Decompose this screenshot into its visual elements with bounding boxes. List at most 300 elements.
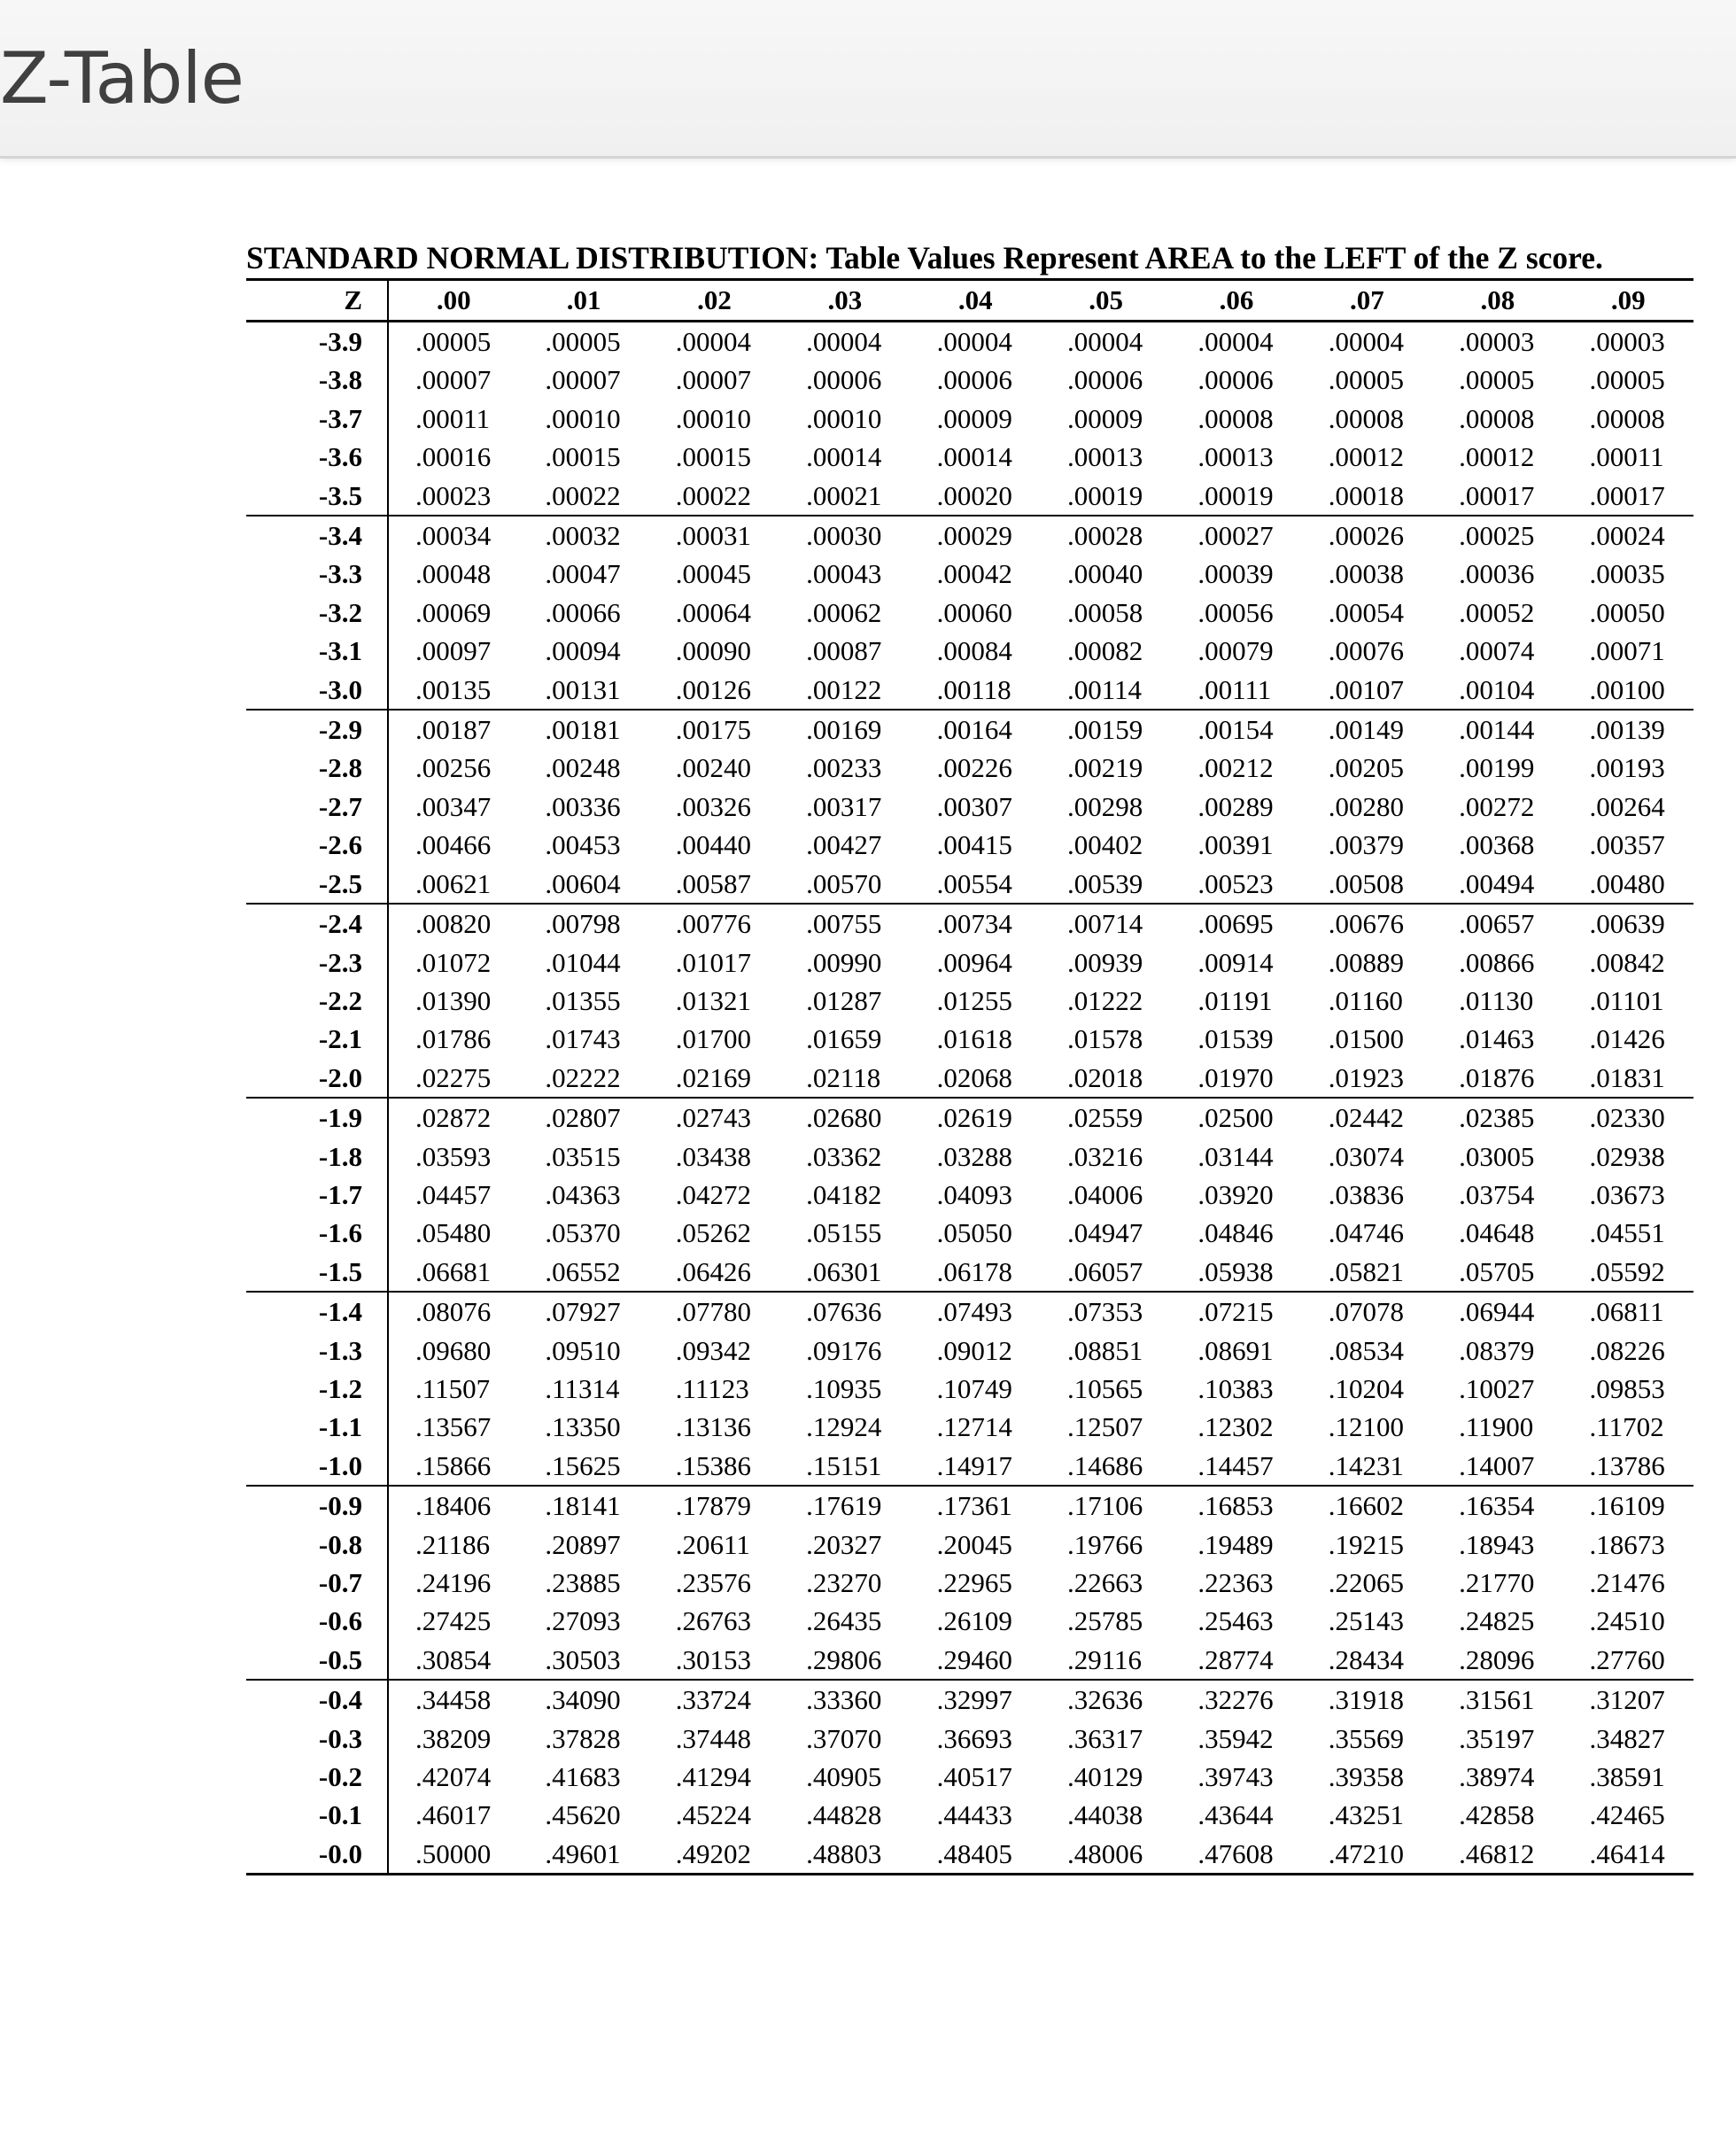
table-row (246, 632, 1693, 670)
probability-cell: .06426 (649, 1253, 779, 1292)
table-row (246, 1138, 1693, 1176)
probability-cell: .17106 (1066, 1490, 1143, 1522)
table-row (246, 361, 1693, 399)
probability-cell: .28774 (1171, 1641, 1301, 1680)
probability-cell: .01287 (806, 984, 882, 1016)
probability-cell: .05821 (1302, 1253, 1432, 1292)
probability-cell: .00104 (1432, 671, 1562, 710)
table-row (246, 1758, 1693, 1796)
probability-cell: .00240 (675, 752, 752, 784)
table-row (246, 477, 1693, 516)
column-header: .03 (779, 280, 910, 322)
probability-cell: .13136 (675, 1411, 752, 1443)
z-table (246, 278, 1693, 1875)
probability-cell: .05262 (675, 1217, 752, 1249)
z-score-cell: -3.1 (246, 632, 388, 670)
probability-cell: .00082 (1066, 635, 1143, 667)
probability-cell: .00066 (545, 596, 621, 628)
table-row (246, 438, 1693, 476)
probability-cell: .00539 (1041, 865, 1171, 904)
table-row (246, 400, 1693, 438)
table-row (246, 1332, 1693, 1370)
probability-cell: .01970 (1171, 1059, 1301, 1098)
probability-cell: .00144 (1459, 714, 1535, 746)
probability-cell: .00139 (1589, 714, 1665, 746)
probability-cell: .36693 (936, 1722, 1012, 1754)
probability-cell: .00064 (675, 596, 752, 628)
probability-cell: .00009 (1066, 402, 1143, 434)
probability-cell: .00368 (1459, 829, 1535, 861)
probability-cell: .00695 (1197, 908, 1274, 940)
probability-cell: .00005 (545, 326, 621, 357)
z-score-cell: -0.6 (246, 1602, 388, 1640)
probability-cell: .00357 (1589, 829, 1665, 861)
probability-cell: .10749 (936, 1372, 1012, 1404)
probability-cell: .00164 (936, 714, 1012, 746)
probability-cell: .01743 (545, 1023, 621, 1055)
probability-cell: .07780 (675, 1296, 752, 1328)
probability-cell: .01191 (1197, 984, 1273, 1016)
z-score-cell: -0.0 (246, 1835, 388, 1875)
probability-cell: .00159 (1066, 714, 1143, 746)
probability-cell: .03515 (545, 1140, 621, 1172)
probability-cell: .40129 (1066, 1761, 1143, 1793)
z-score-cell: -0.5 (246, 1641, 388, 1680)
table-row (246, 749, 1693, 787)
probability-cell: .00453 (545, 829, 621, 861)
probability-cell: .01539 (1197, 1023, 1274, 1055)
probability-cell: .00256 (415, 752, 492, 784)
probability-cell: .27093 (545, 1605, 621, 1637)
probability-cell: .13350 (545, 1411, 621, 1443)
probability-cell: .00402 (1066, 829, 1143, 861)
probability-cell: .38974 (1459, 1761, 1535, 1793)
probability-cell: .00054 (1328, 596, 1404, 628)
probability-cell: .08534 (1328, 1334, 1404, 1366)
column-header: .01 (518, 280, 648, 322)
probability-cell: .33360 (806, 1684, 882, 1716)
probability-cell: .00006 (936, 364, 1012, 396)
probability-cell: .00135 (388, 671, 518, 710)
probability-cell: .00087 (806, 635, 882, 667)
probability-cell: .24196 (415, 1567, 492, 1598)
probability-cell: .04947 (1066, 1217, 1143, 1249)
probability-cell: .00114 (1041, 671, 1171, 710)
probability-cell: .02807 (545, 1102, 621, 1134)
probability-cell: .00639 (1589, 908, 1665, 940)
probability-cell: .42465 (1589, 1799, 1665, 1831)
probability-cell: .29460 (911, 1641, 1041, 1680)
probability-cell: .00734 (936, 908, 1012, 940)
probability-cell: .00076 (1328, 635, 1404, 667)
probability-cell: .22065 (1328, 1567, 1404, 1598)
table-row (246, 1486, 1693, 1525)
probability-cell: .00069 (415, 596, 492, 628)
probability-cell: .00079 (1197, 635, 1274, 667)
probability-cell: .03593 (415, 1140, 492, 1172)
probability-cell: .00030 (806, 520, 882, 552)
probability-cell: .00187 (415, 714, 492, 746)
probability-cell: .07353 (1066, 1296, 1143, 1328)
probability-cell: .02169 (649, 1059, 779, 1098)
probability-cell: .00012 (1459, 441, 1535, 473)
probability-cell: .00036 (1459, 558, 1535, 590)
probability-cell: .00508 (1302, 865, 1432, 904)
probability-cell: .00022 (649, 477, 779, 516)
probability-cell: .00248 (545, 752, 621, 784)
z-score-cell: -1.3 (246, 1332, 388, 1370)
probability-cell: .00052 (1459, 596, 1535, 628)
table-row (246, 1059, 1693, 1098)
probability-cell: .03673 (1589, 1178, 1665, 1210)
probability-cell: .06944 (1459, 1296, 1535, 1328)
table-row (246, 1835, 1693, 1875)
probability-cell: .00038 (1328, 558, 1404, 590)
probability-cell: .02018 (1041, 1059, 1171, 1098)
probability-cell: .39743 (1197, 1761, 1274, 1793)
probability-cell: .00009 (936, 402, 1012, 434)
probability-cell: .00798 (545, 908, 621, 940)
probability-cell: .02275 (388, 1059, 518, 1098)
table-caption: STANDARD NORMAL DISTRIBUTION: Table Values Represent AREA to the LEFT of the Z score. (246, 240, 1603, 276)
probability-cell: .03920 (1197, 1178, 1274, 1210)
probability-cell: .21770 (1459, 1567, 1535, 1598)
column-header: .02 (649, 280, 779, 322)
probability-cell: .04846 (1197, 1217, 1274, 1249)
probability-cell: .00048 (415, 558, 492, 590)
probability-cell: .00415 (936, 829, 1012, 861)
probability-cell: .00029 (936, 520, 1012, 552)
probability-cell: .12302 (1197, 1411, 1274, 1443)
probability-cell: .00776 (675, 908, 752, 940)
probability-cell: .00427 (806, 829, 882, 861)
z-score-cell: -3.4 (246, 516, 388, 555)
probability-cell: .49202 (675, 1837, 752, 1869)
z-score-cell: -2.5 (246, 865, 388, 904)
probability-cell: .41683 (545, 1761, 621, 1793)
table-row (246, 943, 1693, 982)
probability-cell: .13786 (1563, 1447, 1693, 1486)
probability-cell: .00212 (1197, 752, 1274, 784)
probability-cell: .04093 (936, 1178, 1012, 1210)
table-row (246, 1408, 1693, 1446)
probability-cell: .04006 (1066, 1178, 1143, 1210)
probability-cell: .01321 (675, 984, 752, 1016)
probability-cell: .12507 (1066, 1411, 1143, 1443)
probability-cell: .00006 (1066, 364, 1143, 396)
z-score-cell: -3.7 (246, 400, 388, 438)
probability-cell: .38209 (415, 1722, 492, 1754)
probability-cell: .00005 (1328, 364, 1404, 396)
probability-cell: .04272 (675, 1178, 752, 1210)
probability-cell: .33724 (675, 1684, 752, 1716)
probability-cell: .35197 (1459, 1722, 1535, 1754)
probability-cell: .00040 (1066, 558, 1143, 590)
probability-cell: .50000 (415, 1837, 492, 1869)
probability-cell: .02872 (415, 1102, 492, 1134)
probability-cell: .23270 (806, 1567, 882, 1598)
probability-cell: .40517 (936, 1761, 1012, 1793)
probability-cell: .43644 (1197, 1799, 1274, 1831)
probability-cell: .00714 (1066, 908, 1143, 940)
probability-cell: .15866 (388, 1447, 518, 1486)
probability-cell: .00005 (1589, 364, 1665, 396)
z-score-cell: -2.3 (246, 943, 388, 982)
probability-cell: .34458 (415, 1684, 492, 1716)
probability-cell: .42074 (415, 1761, 492, 1793)
probability-cell: .47210 (1328, 1837, 1404, 1869)
probability-cell: .07078 (1328, 1296, 1404, 1328)
probability-cell: .00045 (675, 558, 752, 590)
probability-cell: .00025 (1459, 520, 1535, 552)
probability-cell: .03288 (936, 1140, 1012, 1172)
probability-cell: .01923 (1302, 1059, 1432, 1098)
probability-cell: .00233 (806, 752, 882, 784)
probability-cell: .09176 (806, 1334, 882, 1366)
probability-cell: .00939 (1066, 946, 1143, 978)
z-score-cell: -0.3 (246, 1720, 388, 1758)
probability-cell: .21186 (415, 1528, 491, 1560)
probability-cell: .37828 (545, 1722, 621, 1754)
probability-cell: .00004 (806, 326, 882, 357)
column-header: .00 (388, 280, 518, 322)
probability-cell: .41294 (675, 1761, 752, 1793)
probability-cell: .00008 (1459, 402, 1535, 434)
probability-cell: .40905 (806, 1761, 882, 1793)
probability-cell: .00004 (936, 326, 1012, 357)
probability-cell: .00008 (1589, 402, 1665, 434)
probability-cell: .45224 (675, 1799, 752, 1831)
probability-cell: .00317 (806, 790, 882, 822)
probability-cell: .24825 (1459, 1605, 1535, 1637)
probability-cell: .00347 (415, 790, 492, 822)
probability-cell: .00084 (936, 635, 1012, 667)
probability-cell: .29806 (779, 1641, 910, 1680)
probability-cell: .00964 (936, 946, 1012, 978)
probability-cell: .16853 (1197, 1490, 1274, 1522)
z-score-cell: -1.9 (246, 1098, 388, 1137)
probability-cell: .03144 (1197, 1140, 1274, 1172)
probability-cell: .00013 (1197, 441, 1274, 473)
table-row (246, 322, 1693, 361)
probability-cell: .05480 (415, 1217, 492, 1249)
table-row (246, 671, 1693, 710)
probability-cell: .31561 (1459, 1684, 1535, 1716)
z-score-cell: -3.6 (246, 438, 388, 476)
probability-cell: .02118 (779, 1059, 910, 1098)
probability-cell: .01072 (415, 946, 492, 978)
probability-cell: .19489 (1197, 1528, 1274, 1560)
z-score-cell: -1.5 (246, 1253, 388, 1292)
probability-cell: .06681 (388, 1253, 518, 1292)
probability-cell: .12714 (936, 1411, 1012, 1443)
table-row (246, 1680, 1693, 1719)
probability-cell: .01255 (936, 984, 1012, 1016)
probability-cell: .00097 (415, 635, 492, 667)
probability-cell: .00015 (545, 441, 621, 473)
z-score-cell: -3.8 (246, 361, 388, 399)
probability-cell: .01578 (1066, 1023, 1143, 1055)
probability-cell: .30503 (518, 1641, 648, 1680)
z-column-header: Z (246, 280, 388, 322)
probability-cell: .00019 (1041, 477, 1171, 516)
probability-cell: .31918 (1328, 1684, 1404, 1716)
probability-cell: .06301 (779, 1253, 910, 1292)
probability-cell: .00005 (1459, 364, 1535, 396)
table-row (246, 516, 1693, 555)
probability-cell: .37448 (675, 1722, 752, 1754)
probability-cell: .00391 (1197, 829, 1274, 861)
probability-cell: .26763 (675, 1605, 752, 1637)
probability-cell: .01831 (1563, 1059, 1693, 1098)
probability-cell: .00060 (936, 596, 1012, 628)
column-header: .07 (1302, 280, 1432, 322)
probability-cell: .00062 (806, 596, 882, 628)
z-score-cell: -1.8 (246, 1138, 388, 1176)
probability-cell: .06057 (1041, 1253, 1171, 1292)
probability-cell: .03836 (1328, 1178, 1404, 1210)
probability-cell: .13567 (415, 1411, 492, 1443)
probability-cell: .44038 (1066, 1799, 1143, 1831)
probability-cell: .10204 (1328, 1372, 1404, 1404)
probability-cell: .09342 (675, 1334, 752, 1366)
probability-cell: .12924 (806, 1411, 882, 1443)
probability-cell: .00466 (415, 829, 492, 861)
probability-cell: .14231 (1302, 1447, 1432, 1486)
probability-cell: .00021 (779, 477, 910, 516)
table-row (246, 1176, 1693, 1214)
probability-cell: .17361 (936, 1490, 1012, 1522)
probability-cell: .09680 (415, 1334, 492, 1366)
probability-cell: .11123 (675, 1372, 749, 1404)
probability-cell: .01017 (675, 946, 752, 978)
table-row (246, 1720, 1693, 1758)
probability-cell: .20611 (675, 1528, 750, 1560)
probability-cell: .01044 (545, 946, 621, 978)
probability-cell: .00006 (1197, 364, 1274, 396)
probability-cell: .00914 (1197, 946, 1274, 978)
probability-cell: .00071 (1589, 635, 1665, 667)
table-body (246, 322, 1693, 1875)
z-score-cell: -2.1 (246, 1020, 388, 1058)
probability-cell: .04746 (1328, 1217, 1404, 1249)
probability-cell: .00379 (1328, 829, 1404, 861)
probability-cell: .17879 (675, 1490, 752, 1522)
probability-cell: .00570 (779, 865, 910, 904)
probability-cell: .15151 (779, 1447, 910, 1486)
probability-cell: .05050 (936, 1217, 1012, 1249)
probability-cell: .00094 (545, 635, 621, 667)
probability-cell: .18141 (545, 1490, 621, 1522)
z-score-cell: -3.3 (246, 555, 388, 593)
table-row (246, 594, 1693, 632)
probability-cell: .00326 (675, 790, 752, 822)
probability-cell: .27425 (415, 1605, 492, 1637)
probability-cell: .48405 (936, 1837, 1012, 1869)
probability-cell: .00676 (1328, 908, 1404, 940)
probability-cell: .14917 (911, 1447, 1041, 1486)
table-row (246, 1020, 1693, 1058)
probability-cell: .00280 (1328, 790, 1404, 822)
probability-cell: .00047 (545, 558, 621, 590)
probability-cell: .01463 (1459, 1023, 1535, 1055)
probability-cell: .16109 (1589, 1490, 1665, 1522)
probability-cell: .01130 (1459, 984, 1534, 1016)
probability-cell: .04363 (545, 1178, 621, 1210)
z-score-cell: -0.8 (246, 1526, 388, 1564)
table-row (246, 1370, 1693, 1408)
probability-cell: .11314 (545, 1372, 620, 1404)
probability-cell: .11900 (1459, 1411, 1534, 1443)
probability-cell: .00004 (675, 326, 752, 357)
probability-cell: .00007 (415, 364, 492, 396)
probability-cell: .00842 (1589, 946, 1665, 978)
probability-cell: .17619 (806, 1490, 882, 1522)
probability-cell: .00100 (1563, 671, 1693, 710)
probability-cell: .00011 (415, 402, 491, 434)
probability-cell: .08076 (415, 1296, 492, 1328)
probability-cell: .00011 (1589, 441, 1664, 473)
probability-cell: .00013 (1066, 441, 1143, 473)
z-score-cell: -2.7 (246, 788, 388, 826)
probability-cell: .02222 (518, 1059, 648, 1098)
table-row (246, 982, 1693, 1020)
probability-cell: .06178 (911, 1253, 1041, 1292)
probability-cell: .00012 (1328, 441, 1404, 473)
probability-cell: .00007 (675, 364, 752, 396)
column-header: .06 (1171, 280, 1301, 322)
table-row (246, 1602, 1693, 1640)
probability-cell: .00003 (1459, 326, 1535, 357)
probability-cell: .00199 (1459, 752, 1535, 784)
probability-cell: .44433 (936, 1799, 1012, 1831)
table-row (246, 865, 1693, 904)
probability-cell: .29116 (1041, 1641, 1171, 1680)
probability-cell: .00226 (936, 752, 1012, 784)
probability-cell: .21476 (1589, 1567, 1665, 1598)
probability-cell: .03438 (675, 1140, 752, 1172)
table-row (246, 710, 1693, 749)
probability-cell: .22965 (936, 1567, 1012, 1598)
probability-cell: .45620 (545, 1799, 621, 1831)
probability-cell: .06552 (518, 1253, 648, 1292)
probability-cell: .00169 (806, 714, 882, 746)
probability-cell: .48006 (1066, 1837, 1143, 1869)
probability-cell: .00604 (518, 865, 648, 904)
table-row (246, 555, 1693, 593)
probability-cell: .08226 (1589, 1334, 1665, 1366)
probability-cell: .10565 (1066, 1372, 1143, 1404)
probability-cell: .04457 (415, 1178, 492, 1210)
probability-cell: .25785 (1066, 1605, 1143, 1637)
z-score-cell: -3.9 (246, 322, 388, 361)
probability-cell: .18406 (415, 1490, 492, 1522)
probability-cell: .00004 (1197, 326, 1274, 357)
probability-cell: .00031 (675, 520, 752, 552)
probability-cell: .14457 (1171, 1447, 1301, 1486)
probability-cell: .00005 (415, 326, 492, 357)
probability-cell: .00820 (415, 908, 492, 940)
probability-cell: .00889 (1328, 946, 1404, 978)
probability-cell: .00032 (545, 520, 621, 552)
probability-cell: .03754 (1459, 1178, 1535, 1210)
probability-cell: .04648 (1459, 1217, 1535, 1249)
probability-cell: .01618 (936, 1023, 1012, 1055)
table-row (246, 1564, 1693, 1602)
z-score-cell: -2.2 (246, 982, 388, 1020)
probability-cell: .49601 (545, 1837, 621, 1869)
probability-cell: .00006 (806, 364, 882, 396)
